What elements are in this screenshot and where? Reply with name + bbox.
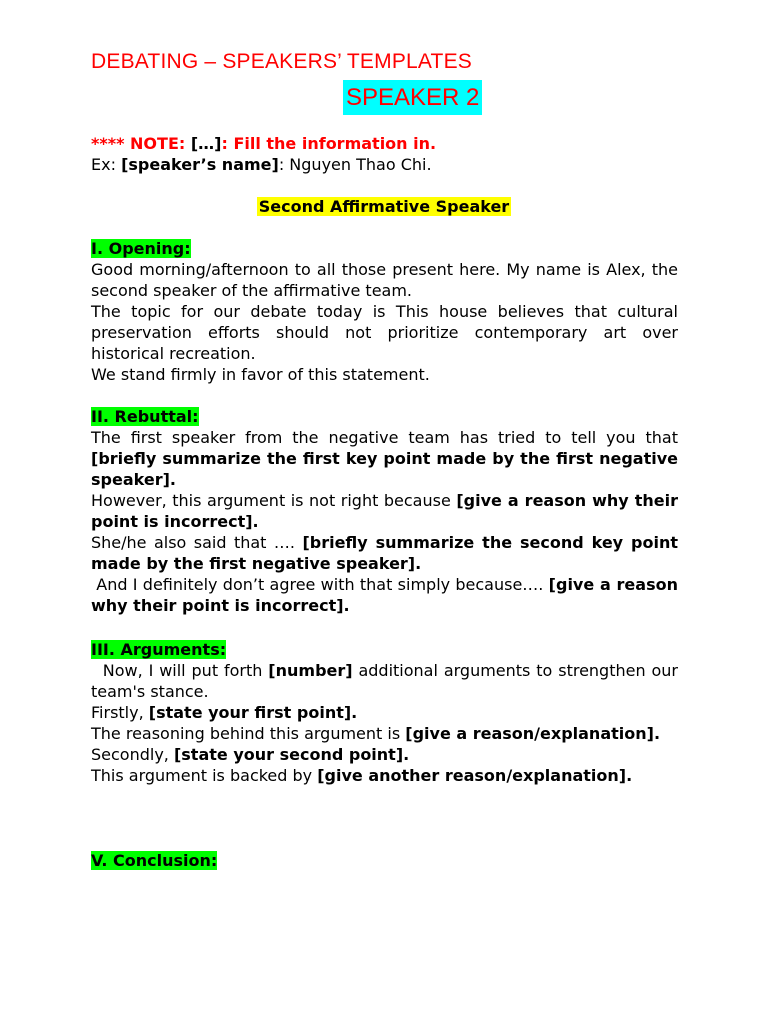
opening-heading-row [91,238,191,259]
arguments-p5-placeholder: [give another reason/explanation]. [317,766,633,785]
rebuttal-p1-placeholder: [briefly summarize the first key point made by the first negative speaker]. [91,449,678,489]
note-block [91,133,678,175]
arguments-p2-placeholder: [state your first point]. [148,703,358,722]
conclusion-heading-row [91,850,217,871]
role-heading-row [0,196,768,217]
opening-paragraph-3: We stand firmly in favor of this statement. [91,365,430,384]
arguments-section [91,660,684,786]
rebuttal-p3-text: She/he also said that …. [91,533,303,552]
arguments-paragraph-2 [91,702,678,723]
arguments-paragraph-4 [91,744,678,765]
note-bracket: […] [190,134,222,153]
arguments-p5-text: This argument is backed by [91,766,318,785]
arguments-paragraph-1 [91,660,684,702]
arguments-p1-placeholder: [number] [268,661,353,680]
arguments-p2-text: Firstly, [91,703,149,722]
rebuttal-paragraph-2 [91,490,678,532]
document-title: DEBATING – SPEAKERS’ TEMPLATES [91,50,472,73]
rebuttal-p3-placeholder: [briefly summarize the second key point made by the first negative speaker]. [91,533,679,573]
rebuttal-heading-row [91,406,199,427]
rebuttal-p1-text: The first speaker from the negative team has tried to tell you that [91,428,678,447]
opening-section [91,259,678,385]
arguments-paragraph-5 [91,765,678,786]
conclusion-heading: V. Conclusion: [91,851,218,870]
arguments-p1-text-1: Now, I will put forth [91,661,269,680]
note-text: : Fill the information in. [221,134,437,153]
rebuttal-heading: II. Rebuttal: [91,407,199,426]
rebuttal-p4-text: And I definitely don’t agree with that simply because…. [91,575,549,594]
arguments-p4-text: Secondly, [91,745,174,764]
rebuttal-section [91,427,684,616]
arguments-heading: III. Arguments: [91,640,227,659]
rebuttal-p4-placeholder: [give a reason why their point is incorrect]. [91,575,684,615]
note-prefix: **** NOTE: [91,134,191,153]
example-value: : Nguyen Thao Chi. [278,155,432,174]
opening-heading: I. Opening: [91,239,191,258]
rebuttal-paragraph-3 [91,532,678,574]
role-heading: Second Affirmative Speaker [258,197,510,216]
rebuttal-p2-placeholder: [give a reason why their point is incorrect]. [91,491,678,531]
document-subtitle: SPEAKER 2 [343,80,482,115]
arguments-paragraph-3 [91,723,678,744]
arguments-p1-text-2: additional arguments to strengthen our team's stance. [91,661,684,701]
rebuttal-paragraph-1 [91,427,678,490]
arguments-p3-placeholder: [give a reason/explanation]. [405,724,661,743]
arguments-heading-row [91,639,226,660]
arguments-p4-placeholder: [state your second point]. [173,745,410,764]
arguments-p3-text: The reasoning behind this argument is [91,724,406,743]
opening-paragraph-1: Good morning/afternoon to all those present here. My name is Alex, the second speaker of the affirmative team. [91,260,678,300]
example-bracket: [speaker’s name] [121,155,279,174]
opening-paragraph-2: The topic for our debate today is This house believes that cultural preservation efforts should not prioritize contemporary art over historical recreation. [91,302,678,363]
rebuttal-paragraph-4 [91,574,684,616]
example-prefix: Ex: [91,155,122,174]
rebuttal-p2-text: However, this argument is not right because [91,491,457,510]
